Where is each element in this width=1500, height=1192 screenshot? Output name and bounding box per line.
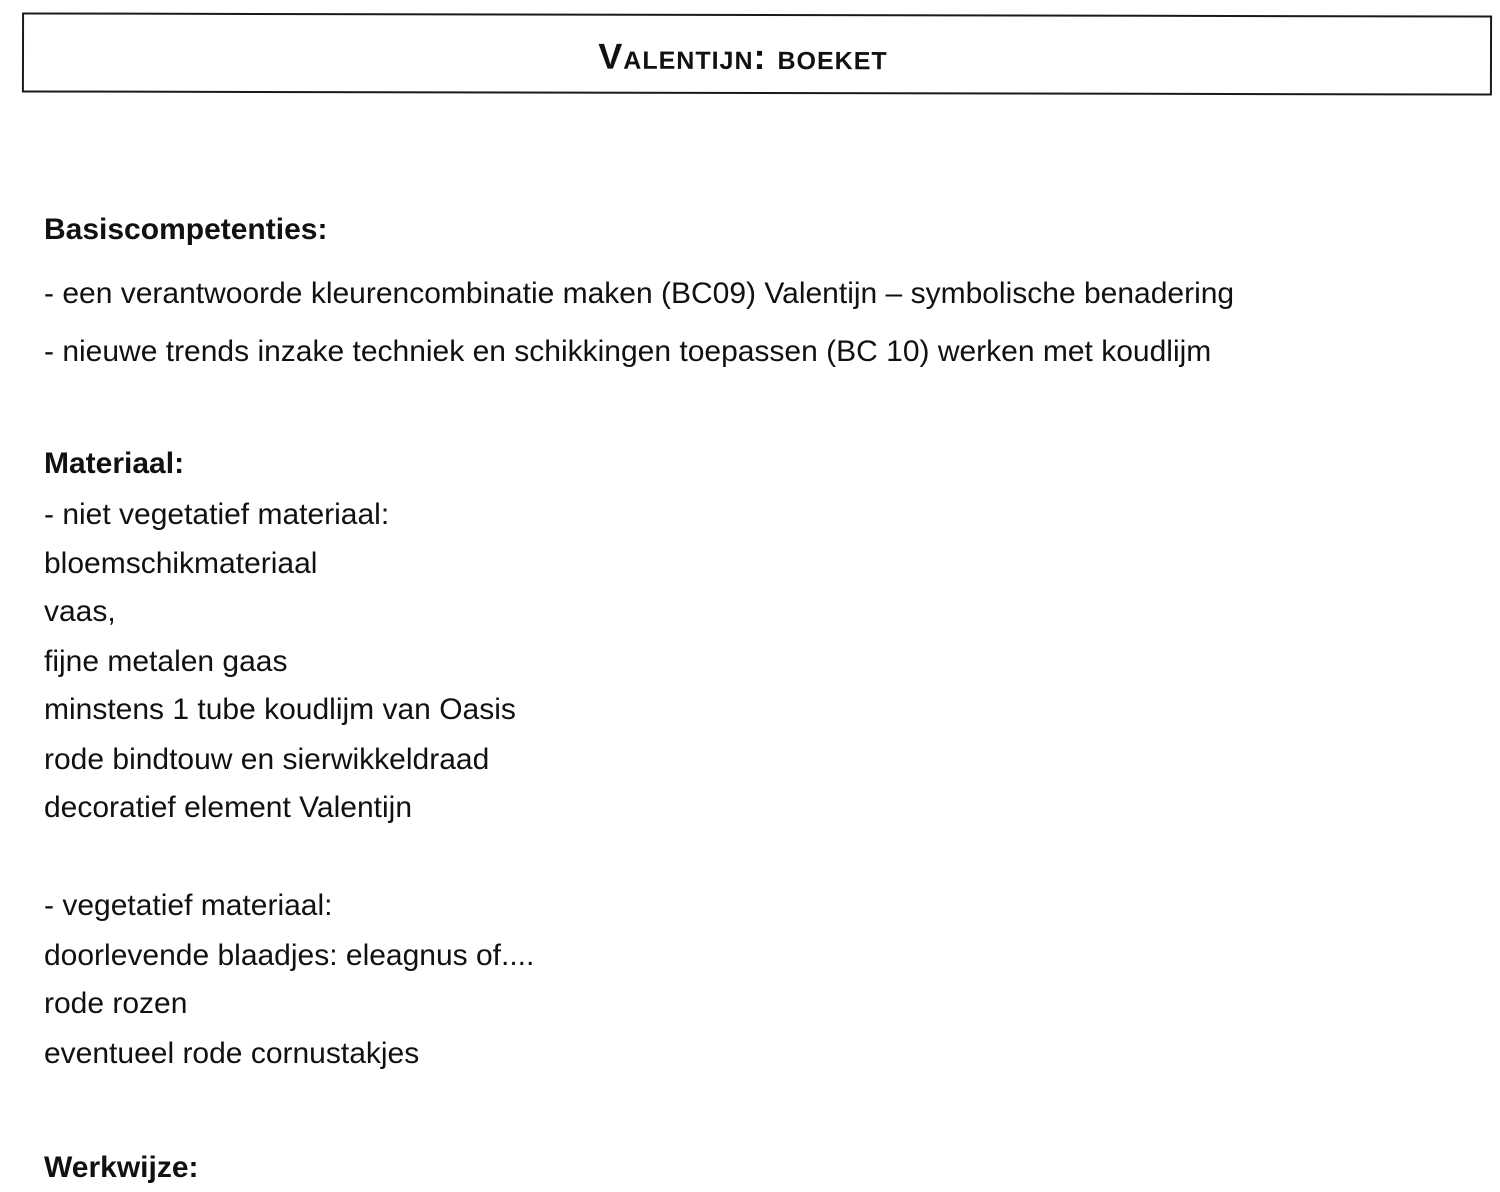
section-heading-basiscompetenties: Basiscompetenties: [44,213,328,246]
page-title: Valentijn: boeket [598,35,888,78]
material-item: doorlevende blaadjes: eleagnus of.... [44,939,535,972]
subheading-vegetative: - vegetatief materiaal: [44,889,333,922]
section-heading-werkwijze: Werkwijze: [44,1151,199,1184]
material-item: rode bindtouw en sierwikkeldraad [44,743,490,776]
competency-line: - nieuwe trends inzake techniek en schikkingen toepassen (BC 10) werken met koudlijm [44,335,1212,368]
material-item: eventueel rode cornustakjes [44,1037,420,1070]
material-item: vaas, [44,595,116,628]
material-item: decoratief element Valentijn [44,791,412,824]
title-box [22,12,1492,95]
material-item: rode rozen [44,987,188,1020]
material-item: bloemschikmateriaal [44,547,318,580]
section-heading-materiaal: Materiaal: [44,447,185,480]
material-item: fijne metalen gaas [44,645,288,678]
subheading-non-vegetative: - niet vegetatief materiaal: [44,498,390,531]
material-item: minstens 1 tube koudlijm van Oasis [44,693,516,726]
competency-line: - een verantwoorde kleurencombinatie maken (BC09) Valentijn – symbolische benadering [44,277,1235,310]
